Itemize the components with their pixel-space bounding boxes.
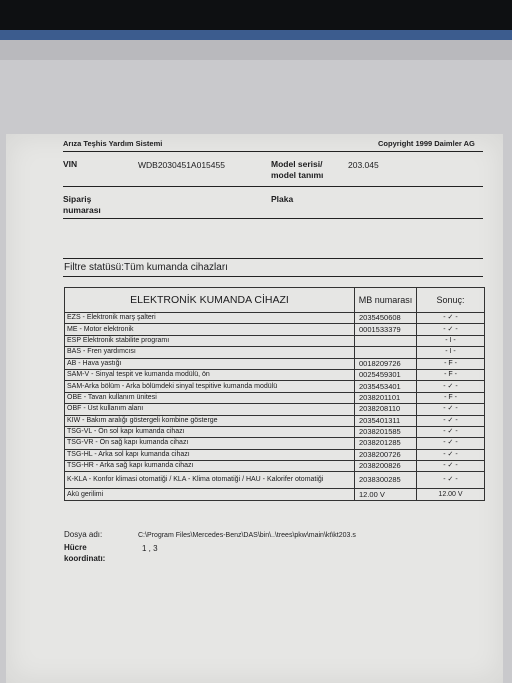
result-cell: - F - — [417, 358, 485, 369]
mb-number-cell: 12.00 V — [355, 489, 417, 500]
control-unit-cell: AB - Hava yastığı — [65, 358, 355, 369]
mb-number-cell: 0025459301 — [355, 369, 417, 380]
control-unit-cell: ME - Motor elektronik — [65, 324, 355, 335]
result-cell: - ✓ - — [417, 449, 485, 460]
filter-status: Filtre statüsü:Tüm kumanda cihazları — [64, 262, 228, 273]
control-unit-cell: TSG-VL - Ön sol kapı kumanda cihazı — [65, 426, 355, 437]
mb-number-cell: 0001533379 — [355, 324, 417, 335]
table-row — [65, 392, 485, 403]
control-unit-cell: OBE - Tavan kullanım ünitesi — [65, 392, 355, 403]
control-unit-cell: TSG-VR - Ön sağ kapı kumanda cihazı — [65, 438, 355, 449]
result-cell: - ✓ - — [417, 404, 485, 415]
order-number-label: Sipariş numarası — [63, 194, 101, 215]
cell-coordinate-value: 1 , 3 — [142, 544, 158, 553]
file-name-value: C:\Program Files\Mercedes-Benz\DAS\bin\..\trees\pkw\main\kt\kt203.s — [138, 532, 356, 539]
vehicle-rule — [63, 186, 483, 187]
result-cell: 12.00 V — [417, 489, 485, 500]
result-cell: - ✓ - — [417, 381, 485, 392]
mb-number-cell: 2035401311 — [355, 415, 417, 426]
table-row — [65, 347, 485, 358]
model-value: 203.045 — [348, 160, 379, 170]
table-row — [65, 313, 485, 324]
model-label: Model serisi/ model tanımı — [271, 159, 324, 180]
result-cell: - ✓ - — [417, 313, 485, 324]
result-cell: - ✓ - — [417, 438, 485, 449]
table-row — [65, 472, 485, 489]
table-row — [65, 438, 485, 449]
mb-number-cell: 2035453401 — [355, 381, 417, 392]
result-cell: - ✓ - — [417, 426, 485, 437]
result-cell: - ✓ - — [417, 472, 485, 489]
table-row — [65, 461, 485, 472]
mb-number-cell: 2038201285 — [355, 438, 417, 449]
result-cell: - I - — [417, 347, 485, 358]
result-cell: - F - — [417, 369, 485, 380]
result-cell: - ✓ - — [417, 415, 485, 426]
mb-number-cell — [355, 347, 417, 358]
control-unit-cell: OBF - Üst kullanım alanı — [65, 404, 355, 415]
monitor-bezel — [0, 0, 512, 34]
column-header-mb-number: MB numarası — [355, 288, 417, 313]
control-unit-cell: BAS - Fren yardımcısı — [65, 347, 355, 358]
mb-number-cell: 2038200726 — [355, 449, 417, 460]
table-row — [65, 324, 485, 335]
column-header-control-unit: ELEKTRONİK KUMANDA CİHAZI — [65, 288, 355, 313]
table-row — [65, 489, 485, 500]
result-cell: - ✓ - — [417, 461, 485, 472]
file-name-label: Dosya adı: — [64, 530, 103, 539]
control-unit-cell: TSG-HR - Arka sağ kapı kumanda cihazı — [65, 461, 355, 472]
table-row — [65, 335, 485, 346]
table-row — [65, 415, 485, 426]
control-units-table — [64, 287, 485, 501]
table-row — [65, 358, 485, 369]
column-header-result: Sonuç: — [417, 288, 485, 313]
control-unit-cell: SAM-Arka bölüm - Arka bölümdeki sinyal tespitive kumanda modülü — [65, 381, 355, 392]
copyright-header: Copyright 1999 Daimler AG — [378, 139, 475, 148]
control-unit-cell: KIW - Bakım aralığı göstergeli kombine gösterge — [65, 415, 355, 426]
table-row — [65, 426, 485, 437]
report-page — [6, 134, 503, 683]
vehicle-bottom-rule — [63, 218, 483, 219]
filter-bottom-rule — [63, 276, 483, 277]
control-unit-cell: SAM-V - Sinyal tespit ve kumanda modülü, ön — [65, 369, 355, 380]
app-name-header: Arıza Teşhis Yardım Sistemi — [63, 139, 163, 148]
control-unit-cell: Akü gerilimi — [65, 489, 355, 500]
result-cell: - ✓ - — [417, 324, 485, 335]
mb-number-cell: 2035450608 — [355, 313, 417, 324]
table-row — [65, 369, 485, 380]
mb-number-cell: 2038200826 — [355, 461, 417, 472]
result-cell: - F - — [417, 392, 485, 403]
table-row — [65, 381, 485, 392]
control-unit-cell: K-KLA - Konfor klimasi otomatiği / KLA - Klima otomatiği / HAU - Kalorifer otomatiği — [65, 472, 355, 489]
table-row — [65, 449, 485, 460]
cell-coordinate-label: Hücre koordinatı: — [64, 543, 106, 563]
vin-label: VIN — [63, 159, 78, 169]
mb-number-cell: 0018209726 — [355, 358, 417, 369]
vin-value: WDB2030451A015455 — [138, 160, 225, 170]
control-unit-cell: EZS - Elektronik marş şalteri — [65, 313, 355, 324]
table-row — [65, 404, 485, 415]
window-title-bar — [0, 30, 512, 40]
mb-number-cell: 2038201585 — [355, 426, 417, 437]
mb-number-cell — [355, 335, 417, 346]
table-header-row — [65, 288, 485, 313]
mb-number-cell: 2038300285 — [355, 472, 417, 489]
control-unit-cell: TSG-HL - Arka sol kapı kumanda cihazı — [65, 449, 355, 460]
header-rule — [63, 151, 483, 152]
filter-top-rule — [63, 258, 483, 259]
mb-number-cell: 2038201101 — [355, 392, 417, 403]
mb-number-cell: 2038208110 — [355, 404, 417, 415]
result-cell: - I - — [417, 335, 485, 346]
control-unit-cell: ESP Elektronik stabilite programı — [65, 335, 355, 346]
plate-label: Plaka — [271, 194, 294, 204]
